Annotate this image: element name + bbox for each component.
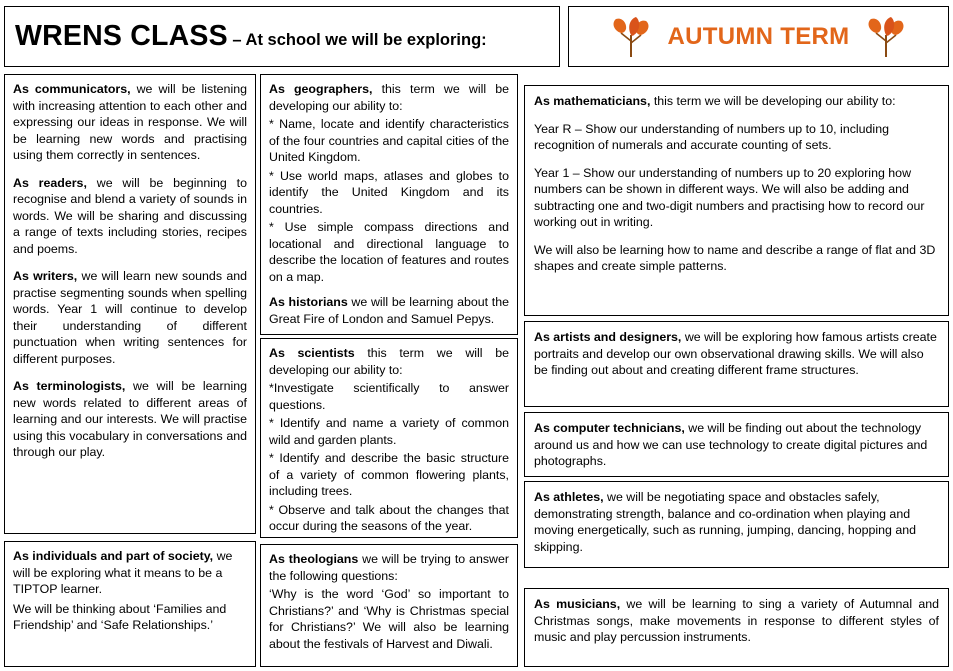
paragraph bbox=[534, 242, 939, 275]
paragraph bbox=[534, 420, 939, 470]
paragraph bbox=[534, 329, 939, 379]
paragraph bbox=[269, 219, 509, 285]
paragraph-text: * Use simple compass directions and locational and directional language to describe the location of features and routes on a map. bbox=[269, 220, 509, 284]
paragraph-lead: As writers, bbox=[13, 269, 78, 283]
paragraph bbox=[269, 294, 509, 327]
paragraph bbox=[13, 601, 247, 634]
paragraph bbox=[534, 596, 939, 646]
paragraph-text: * Observe and talk about the changes that occur during the seasons of the year. bbox=[269, 502, 509, 533]
paragraph bbox=[534, 165, 939, 231]
paragraph-text: we will be learning new words related to different areas of learning and our interests. We will practise using this vocabulary in conversations and through our play. bbox=[13, 379, 248, 459]
music-box bbox=[524, 588, 949, 667]
paragraph-text: * Use world maps, atlases and globes to identify the United Kingdom and its countries. bbox=[269, 168, 509, 216]
paragraph bbox=[13, 268, 247, 367]
paragraph-text: this term we will be developing our ability to: bbox=[269, 82, 509, 113]
paragraph-lead: As geographers, bbox=[269, 82, 373, 96]
paragraph-text: we will be negotiating space and obstacles safely, demonstrating strength, balance and co-ordination when playing and moving energetically, such as running, jumping, dancing, hopping and skipping. bbox=[534, 490, 917, 554]
paragraph bbox=[269, 168, 509, 218]
paragraph-lead: As scientists bbox=[269, 346, 355, 360]
paragraph-text: we will be finding out about the technology around us and how we can use technology to create digital pictures and photographs. bbox=[534, 421, 928, 468]
science-box bbox=[260, 338, 518, 538]
paragraph-text: we will be learning about the Great Fire of London and Samuel Pepys. bbox=[269, 295, 509, 326]
religious-education-box bbox=[260, 544, 518, 667]
paragraph bbox=[269, 551, 509, 584]
class-title-text bbox=[5, 18, 487, 56]
paragraph bbox=[534, 489, 939, 555]
paragraph bbox=[269, 345, 509, 378]
paragraph-text: we will be exploring how famous artists create portraits and develop our own observational drawing skills. We will also be finding out about and creating different frame structures. bbox=[534, 330, 937, 377]
paragraph-text: Year 1 – Show our understanding of numbers up to 20 exploring how numbers can be shown in different ways. We will also be adding and subtracting one and two-digit numbers and practising how to record our working out in writing. bbox=[534, 165, 925, 229]
english-subjects-box bbox=[4, 74, 256, 534]
paragraph bbox=[269, 116, 509, 166]
autumn-leaf-icon bbox=[863, 15, 909, 59]
paragraph-text: we will be learning to sing a variety of Autumnal and Christmas songs, make movements in response to different styles of music and play percussion instruments. bbox=[534, 597, 939, 644]
physical-education-box bbox=[524, 481, 949, 568]
paragraph-text: we will be trying to answer the following questions: bbox=[269, 552, 510, 583]
paragraph-lead: As terminologists, bbox=[13, 379, 126, 393]
paragraph bbox=[269, 502, 509, 535]
paragraph bbox=[13, 378, 247, 461]
page-subtitle: – At school we will be exploring: bbox=[227, 30, 487, 49]
paragraph-lead: As mathematicians, bbox=[534, 94, 651, 108]
paragraph bbox=[269, 415, 509, 448]
paragraph-text: ‘Why is the word ‘God’ so important to Christians?’ and ‘Why is Christmas special for Christians?’ We will also be learning about the festivals of Harvest and Diwali. bbox=[269, 587, 509, 651]
paragraph-text: this term we will be developing our ability to: bbox=[650, 94, 896, 108]
paragraph-text: We will be thinking about ‘Families and Friendship’ and ‘Safe Relationships.’ bbox=[13, 601, 227, 632]
paragraph-text: We will also be learning how to name and describe a range of flat and 3D shapes and create simple patterns. bbox=[534, 242, 936, 273]
paragraph bbox=[534, 121, 939, 154]
paragraph-text: * Name, locate and identify characteristics of the four countries and capital cities of the United Kingdom. bbox=[269, 117, 509, 164]
paragraph bbox=[534, 93, 939, 110]
class-title-box bbox=[4, 6, 560, 67]
paragraph-text: we will learn new sounds and practise segmenting sounds when spelling words. Year 1 will continue to develop their understanding of different punctuation when writing sentences for different purposes. bbox=[13, 269, 247, 366]
society-box bbox=[4, 541, 256, 667]
paragraph-text: * Identify and name a variety of common wild and garden plants. bbox=[269, 416, 509, 447]
page-title: WRENS CLASS bbox=[15, 19, 228, 52]
art-design-box bbox=[524, 321, 949, 407]
paragraph-lead: As communicators, bbox=[13, 82, 131, 96]
maths-box bbox=[524, 85, 949, 316]
paragraph bbox=[13, 548, 247, 598]
paragraph-text: we will be beginning to recognise and blend a variety of sounds in words. We will be sharing and discussing a range of texts including stories, recipes and poems. bbox=[13, 175, 247, 256]
term-label: AUTUMN TERM bbox=[667, 22, 850, 50]
term-banner-box bbox=[568, 6, 949, 67]
paragraph bbox=[269, 81, 509, 114]
paragraph-lead: As artists and designers, bbox=[534, 330, 682, 344]
paragraph-lead: As musicians, bbox=[534, 597, 621, 611]
geography-history-box bbox=[260, 74, 518, 335]
paragraph-text: we will be listening with increasing attention to each other and expressing our ideas in response. We will be learning new words and practising using them correctly in sentences. bbox=[13, 82, 247, 162]
paragraph-lead: As readers, bbox=[13, 175, 87, 190]
paragraph-text: * Identify and describe the basic structure of a variety of common flowering plants, including trees. bbox=[269, 451, 509, 498]
autumn-leaf-icon bbox=[608, 15, 654, 59]
paragraph-text: *Investigate scientifically to answer questions. bbox=[269, 381, 509, 412]
paragraph-lead: As computer technicians, bbox=[534, 421, 685, 435]
paragraph-lead: As historians bbox=[269, 295, 348, 309]
computing-box bbox=[524, 412, 949, 477]
paragraph-text: we will be exploring what it means to be a TIPTOP learner. bbox=[13, 549, 233, 596]
paragraph-lead: As individuals and part of society, bbox=[13, 549, 214, 563]
paragraph-text: this term we will be developing our ability to: bbox=[269, 346, 509, 377]
paragraph-text: Year R – Show our understanding of numbers up to 10, including recognition of numerals and accurate counting of sets. bbox=[534, 121, 889, 152]
paragraph-lead: As theologians bbox=[269, 552, 359, 566]
paragraph bbox=[13, 81, 247, 164]
paragraph bbox=[269, 380, 509, 413]
paragraph-lead: As athletes, bbox=[534, 490, 604, 504]
paragraph bbox=[269, 450, 509, 500]
paragraph bbox=[13, 175, 247, 258]
paragraph bbox=[269, 586, 509, 652]
